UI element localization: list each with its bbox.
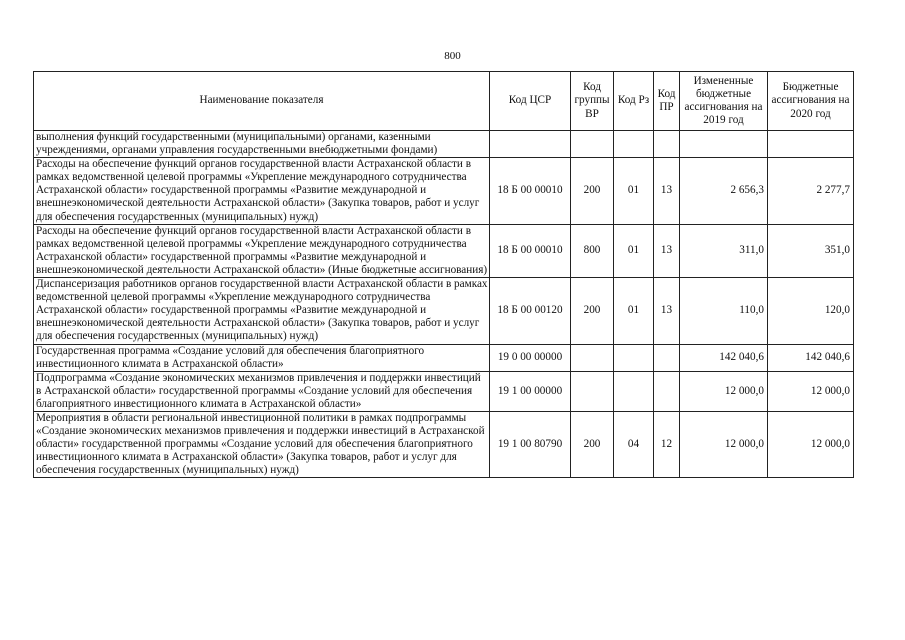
- row-sum-2020: 12 000,0: [768, 371, 854, 411]
- row-name: Диспансеризация работников органов государственной власти Астраханской области в рамках ведомственной целевой программы «Укрепление международного сотрудничества Астраханской области» государственной программы «Развитие международной и внешнеэкономической деятельности Астраханской области» (Закупка товаров, работ и услуг для обеспечения государственных (муниципальных) нужд): [34, 278, 490, 344]
- row-csr: 19 1 00 00000: [490, 371, 571, 411]
- row-sum-2019: 12 000,0: [680, 371, 768, 411]
- budget-table: [33, 71, 854, 478]
- row-sum-2020: 2 277,7: [768, 158, 854, 224]
- row-sum-2019: 12 000,0: [680, 411, 768, 477]
- row-sum-2020: [768, 131, 854, 158]
- row-rz: 01: [614, 278, 654, 344]
- header-sum-2019: Измененные бюджетные ассигнования на 2019 год: [680, 72, 768, 131]
- table-header-row: [34, 72, 854, 131]
- row-vr: 200: [571, 278, 614, 344]
- page-number: 800: [444, 50, 461, 62]
- table-row: [34, 371, 854, 411]
- row-rz: [614, 131, 654, 158]
- row-vr: [571, 131, 614, 158]
- row-pr: 13: [654, 158, 680, 224]
- row-rz: 01: [614, 224, 654, 277]
- row-sum-2020: 120,0: [768, 278, 854, 344]
- row-csr: 19 0 00 00000: [490, 344, 571, 371]
- row-pr: 13: [654, 224, 680, 277]
- row-sum-2019: 110,0: [680, 278, 768, 344]
- header-rz: Код Рз: [614, 72, 654, 131]
- row-vr: [571, 344, 614, 371]
- row-pr: 13: [654, 278, 680, 344]
- row-name: Подпрограмма «Создание экономических механизмов привлечения и поддержки инвестиций в Астраханской области» государственной программы «Создание условий для обеспечения благоприятного инвестиционного климата в Астраханской области»: [34, 371, 490, 411]
- row-name: Мероприятия в области региональной инвестиционной политики в рамках подпрограммы «Создание экономических механизмов привлечения и поддержки инвестиций в Астраханской области» государственной программы «Создание условий для обеспечения благоприятного инвестиционного климата в Астраханской области» (Закупка товаров, работ и услуг для обеспечения государственных (муниципальных) нужд): [34, 411, 490, 477]
- row-vr: [571, 371, 614, 411]
- table-row: [34, 411, 854, 477]
- row-pr: 12: [654, 411, 680, 477]
- row-csr: [490, 131, 571, 158]
- table-row: [34, 278, 854, 344]
- row-rz: 04: [614, 411, 654, 477]
- row-name: Государственная программа «Создание условий для обеспечения благоприятного инвестиционного климата в Астраханской области»: [34, 344, 490, 371]
- header-sum-2020: Бюджетные ассигнования на 2020 год: [768, 72, 854, 131]
- row-csr: 18 Б 00 00120: [490, 278, 571, 344]
- row-sum-2020: 142 040,6: [768, 344, 854, 371]
- row-sum-2019: 311,0: [680, 224, 768, 277]
- row-sum-2019: 2 656,3: [680, 158, 768, 224]
- row-csr: 19 1 00 80790: [490, 411, 571, 477]
- row-vr: 800: [571, 224, 614, 277]
- row-sum-2019: [680, 131, 768, 158]
- table-row: [34, 158, 854, 224]
- row-pr: [654, 344, 680, 371]
- row-rz: [614, 344, 654, 371]
- table-row: [34, 131, 854, 158]
- row-sum-2020: 12 000,0: [768, 411, 854, 477]
- row-sum-2019: 142 040,6: [680, 344, 768, 371]
- row-name: Расходы на обеспечение функций органов государственной власти Астраханской области в рамках ведомственной целевой программы «Укрепление международного сотрудничества Астраханской области» государственной программы «Развитие международной и внешнеэкономической деятельности Астраханской области» (Иные бюджетные ассигнования): [34, 224, 490, 277]
- row-vr: 200: [571, 158, 614, 224]
- row-csr: 18 Б 00 00010: [490, 224, 571, 277]
- row-pr: [654, 371, 680, 411]
- header-vr: Код группы ВР: [571, 72, 614, 131]
- row-rz: 01: [614, 158, 654, 224]
- table-row: [34, 224, 854, 277]
- row-pr: [654, 131, 680, 158]
- row-name: Расходы на обеспечение функций органов государственной власти Астраханской области в рамках ведомственной целевой программы «Укрепление международного сотрудничества Астраханской области» государственной программы «Развитие международной и внешнеэкономической деятельности Астраханской области» (Закупка товаров, работ и услуг для обеспечения государственных (муниципальных) нужд): [34, 158, 490, 224]
- row-csr: 18 Б 00 00010: [490, 158, 571, 224]
- row-vr: 200: [571, 411, 614, 477]
- header-csr: Код ЦСР: [490, 72, 571, 131]
- header-pr: Код ПР: [654, 72, 680, 131]
- row-name: выполнения функций государственными (муниципальными) органами, казенными учреждениями, органами управления государственными внебюджетными фондами): [34, 131, 490, 158]
- row-rz: [614, 371, 654, 411]
- header-name: Наименование показателя: [34, 72, 490, 131]
- row-sum-2020: 351,0: [768, 224, 854, 277]
- table-row: [34, 344, 854, 371]
